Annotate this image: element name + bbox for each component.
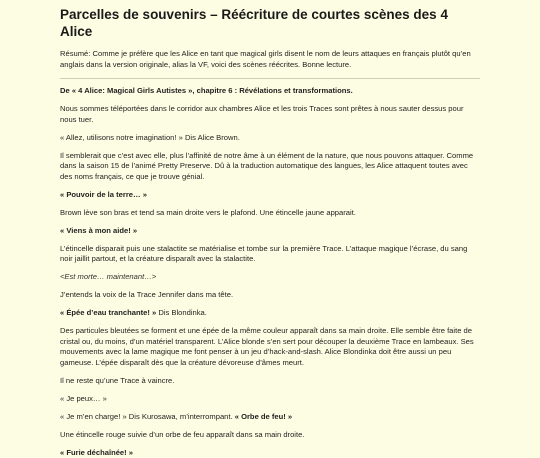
story-title: Parcelles de souvenirs – Réécriture de courtes scènes des 4 Alice: [60, 6, 480, 40]
story-paragraph: Il semblerait que c’est avec elle, plus l’affinité de notre âme à un élément de la nature, que nous pouvons attaquer. Comme dans la saison 15 de l’animé Pretty Preserve. Dû à la traduction automatique des langues, les Alice attaquent toutes avec des noms français, ce que je trouve génial.: [60, 151, 480, 183]
chapter-heading: De « 4 Alice: Magical Girls Autistes », chapitre 6 : Révélations et transformations.: [60, 86, 480, 97]
story-paragraph: Il ne reste qu’une Trace à vaincre.: [60, 376, 480, 387]
story-paragraph: L’étincelle disparait puis une stalactite se matérialise et tombe sur la première Trace. L’attaque magique l’écrase, du sang noir jaillit partout, et la créature disparaît avec la stalactite.: [60, 244, 480, 265]
story-paragraph: [60, 412, 480, 423]
dialogue-tag: Dis Blondinka.: [156, 308, 207, 317]
telepathic-voice: <Est morte… maintenant…>: [60, 272, 480, 283]
story-body: [60, 86, 480, 458]
story-paragraph: Des particules bleutées se forment et une épée de la même couleur apparaît dans sa main droite. Elle semble être faite de cristal ou, du moins, d’un matériel transparent. L’Alice blonde s’en sert pour découper la deuxième Trace en lambeaux. Ses mouvements avec la lame magique me font penser à un jeu d’hack-and-slash. Alice Blondinka doit être aussi un peu gameuse. L’épée disparaît dès que la créature dévoreuse d’âmes meurt.: [60, 326, 480, 368]
dialogue-line: « Je m’en charge! » Dis Kurosawa, m’interrompant.: [60, 412, 235, 421]
story-paragraph: « Allez, utilisons notre imagination! » Dis Alice Brown.: [60, 133, 480, 144]
attack-call: « Épée d’eau tranchante! »: [60, 308, 156, 317]
attack-call: « Furie déchaînée! »: [60, 448, 480, 458]
section-divider: [60, 78, 480, 79]
story-paragraph: Brown lève son bras et tend sa main droite vers le plafond. Une étincelle jaune apparait.: [60, 208, 480, 219]
story-paragraph: Nous sommes téléportées dans le corridor aux chambres Alice et les trois Traces sont prêtes à nous sauter dessus pour nous tuer.: [60, 104, 480, 125]
story-paragraph: [60, 308, 480, 319]
attack-call: « Orbe de feu! »: [235, 412, 292, 421]
story-paragraph: « Je peux… »: [60, 394, 480, 405]
attack-call: « Viens à mon aide! »: [60, 226, 480, 237]
story-summary: Résumé: Comme je préfère que les Alice en tant que magical girls disent le nom de leurs attaques en français plutôt qu’en anglais dans la version originale, alias la VF, voici des scènes réécrites. Bonne lecture.: [60, 49, 480, 70]
attack-call: « Pouvoir de la terre… »: [60, 190, 480, 201]
story-paragraph: Une étincelle rouge suivie d’un orbe de feu apparaît dans sa main droite.: [60, 430, 480, 441]
story-paragraph: J’entends la voix de la Trace Jennifer dans ma tête.: [60, 290, 480, 301]
